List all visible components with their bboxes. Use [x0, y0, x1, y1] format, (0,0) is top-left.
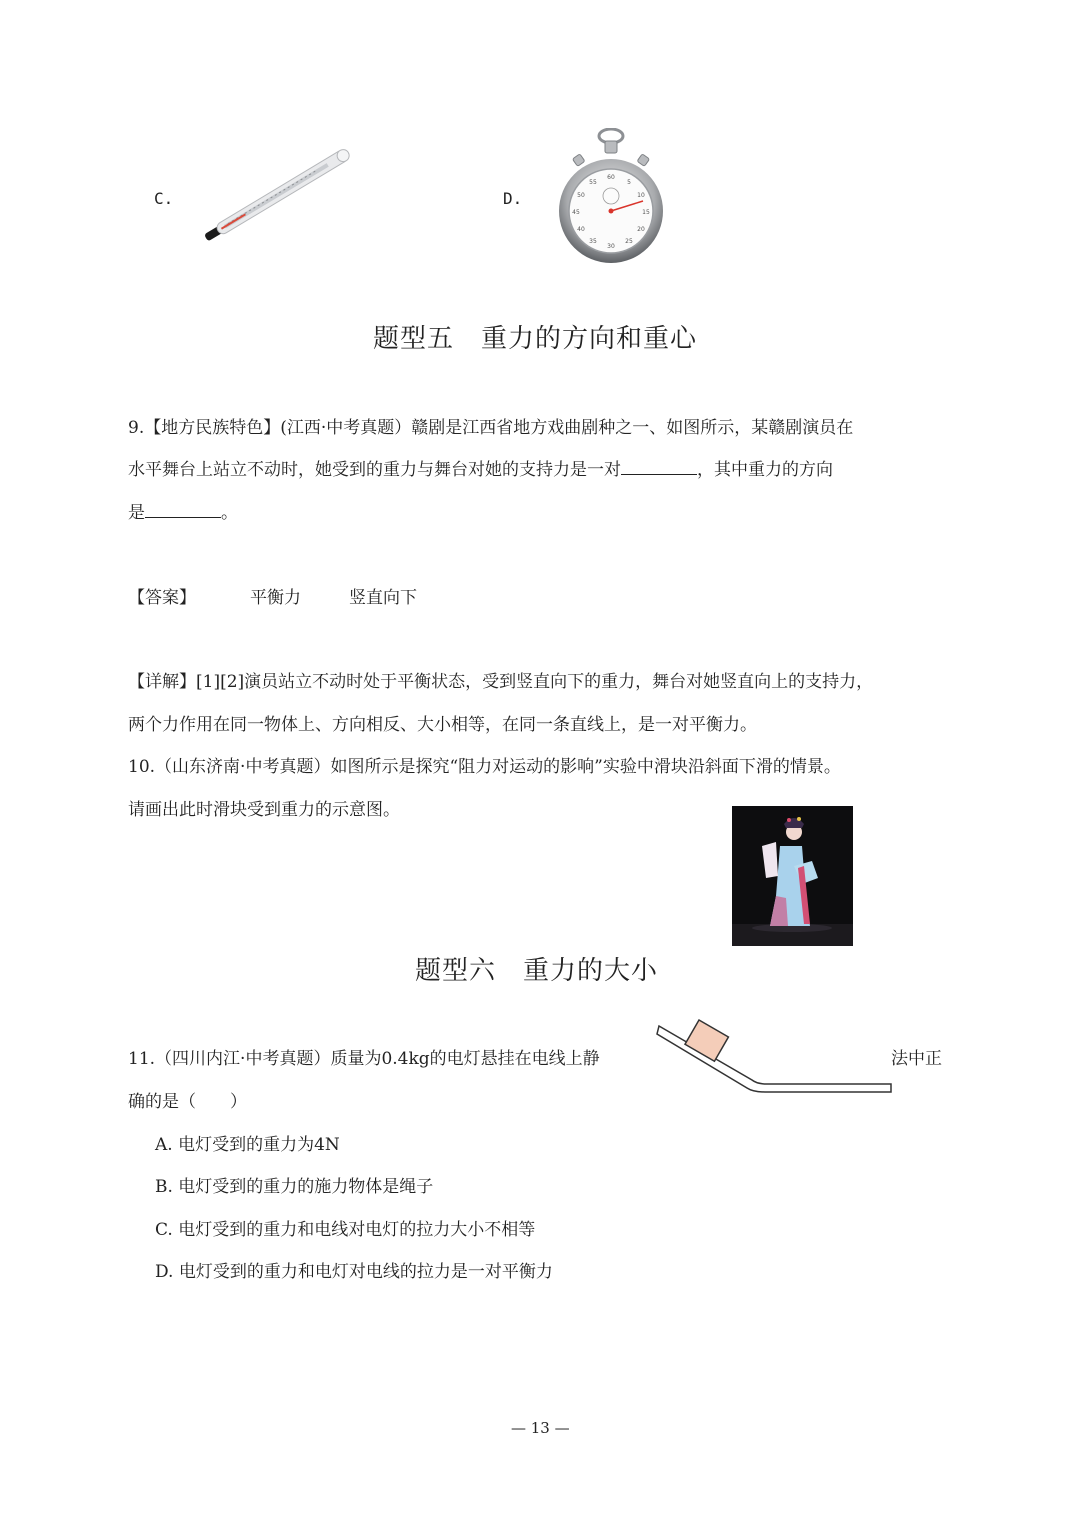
q9-line-3-text-b: 。 [221, 503, 238, 523]
dial-35: 35 [589, 238, 597, 245]
q11-line-1-a: 11.（四川内江·中考真题）质量为0.4kg的电灯悬挂在电线上静 [128, 1049, 600, 1069]
dial-40: 40 [577, 226, 585, 233]
option-d-label: D. [503, 189, 523, 208]
dial-50: 50 [577, 192, 585, 199]
q10-line-1: 10.（山东济南·中考真题）如图所示是探究“阻力对运动的影响”实验中滑块沿斜面下滑的情景。 [128, 757, 841, 777]
dial-60: 60 [607, 174, 615, 181]
q11-option-a: A. 电灯受到的重力为4N [155, 1135, 340, 1155]
answer-1: 平衡力 [250, 588, 301, 608]
q11-option-d: D. 电灯受到的重力和电灯对电线的拉力是一对平衡力 [155, 1262, 553, 1282]
incline-slider-diagram [655, 1016, 895, 1096]
q9-line-3-text-a: 是 [128, 503, 145, 523]
q11-line-1-b: 法中正 [891, 1049, 942, 1069]
dial-55: 55 [589, 179, 597, 186]
q9-detail-line-2: 两个力作用在同一物体上、方向相反、大小相等，在同一条直线上，是一对平衡力。 [128, 715, 757, 735]
q11-option-c: C. 电灯受到的重力和电线对电灯的拉力大小不相等 [155, 1220, 536, 1240]
q9-line-2-text-a: 水平舞台上站立不动时，她受到的重力与舞台对她的支持力是一对 [128, 460, 621, 480]
dial-45: 45 [572, 209, 580, 216]
q9-detail-line-1: 【详解】[1][2]演员站立不动时处于平衡状态，受到竖直向下的重力，舞台对她竖直向上的支持力， [128, 672, 874, 692]
thermometer-image [196, 146, 366, 246]
dial-15: 15 [642, 209, 650, 216]
section-5-title: 题型五 重力的方向和重心 [373, 324, 698, 354]
section-6-title: 题型六 重力的大小 [415, 956, 659, 986]
q11-line-2: 确的是（ ） [128, 1092, 247, 1112]
opera-performer-photo [732, 806, 853, 946]
option-c-label: C. [154, 189, 174, 208]
q9-answer [128, 586, 417, 610]
q9-blank-1 [621, 458, 697, 475]
page-number: — 13 — [511, 1419, 570, 1437]
dial-30: 30 [607, 243, 615, 250]
q9-line-3 [128, 501, 238, 525]
q9-line-1: 9.【地方民族特色】(江西·中考真题）赣剧是江西省地方戏曲剧种之一、如图所示，某赣剧演员在 [128, 418, 854, 438]
q9-line-2-text-b: ，其中重力的方向 [697, 460, 833, 480]
answer-label: 【答案】 [128, 588, 196, 608]
q10-line-2: 请画出此时滑块受到重力的示意图。 [128, 800, 400, 820]
dial-10: 10 [637, 192, 645, 199]
stopwatch-image [556, 128, 666, 268]
q9-blank-2 [145, 501, 221, 518]
q11-option-b: B. 电灯受到的重力的施力物体是绳子 [155, 1177, 434, 1197]
q9-line-2 [128, 458, 833, 482]
answer-2: 竖直向下 [349, 588, 417, 608]
dial-25: 25 [625, 238, 633, 245]
dial-20: 20 [637, 226, 645, 233]
dial-5: 5 [627, 179, 631, 186]
